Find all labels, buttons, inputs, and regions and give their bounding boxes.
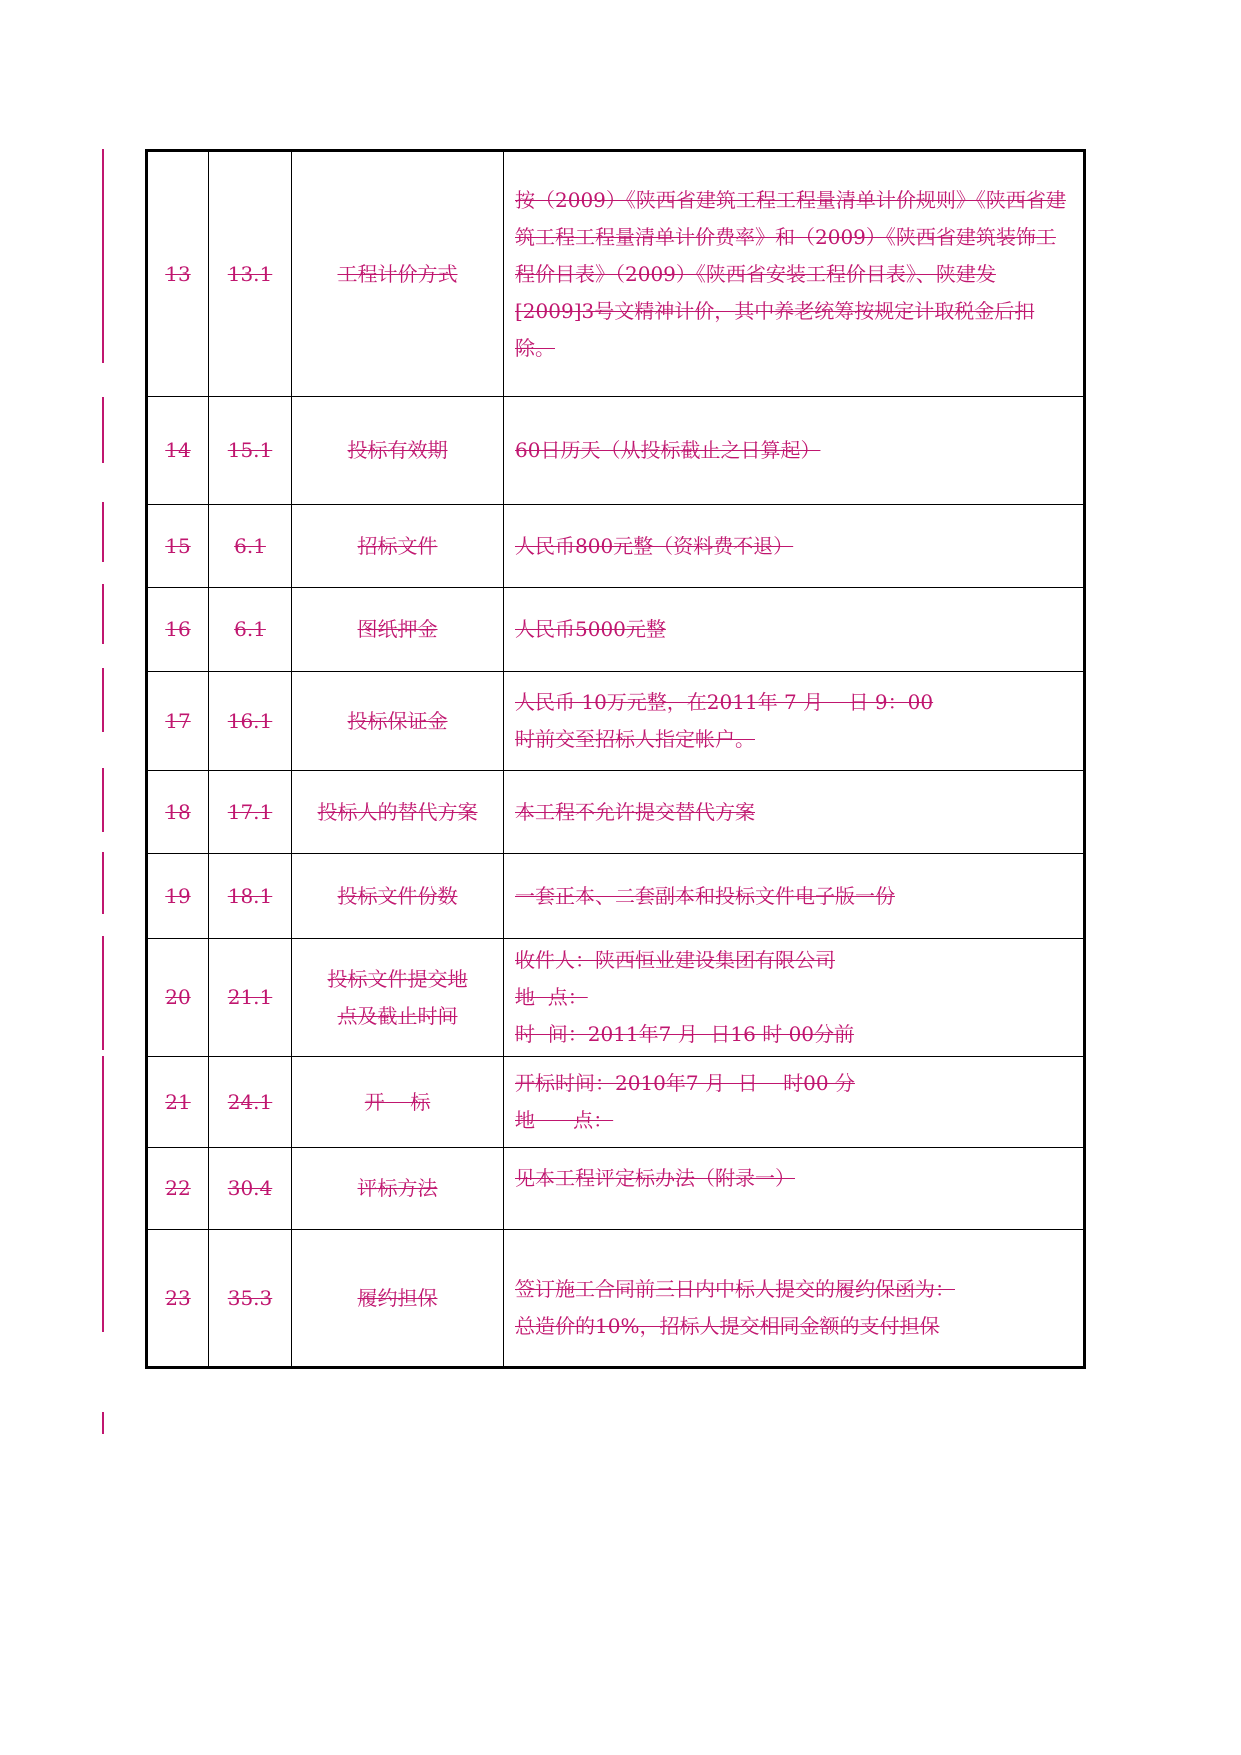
item-detail-line: 总造价的10%，招标人提交相同金额的支付担保 (515, 1314, 940, 1338)
item-name: 招标文件 (357, 533, 438, 558)
item-detail-cell (504, 1057, 1085, 1148)
table-row (147, 1230, 1085, 1368)
item-name: 工程计价方式 (337, 261, 458, 286)
table-row (147, 505, 1085, 588)
row-number-cell (147, 397, 209, 505)
item-detail-line: 时前交至招标人指定帐户。 (515, 727, 755, 751)
clause-number: 6.1 (234, 617, 266, 641)
revision-bar (102, 1146, 104, 1228)
item-name: 投标保证金 (347, 708, 448, 733)
item-name-cell (292, 771, 504, 854)
item-name-cell (292, 397, 504, 505)
row-number-cell (147, 1057, 209, 1148)
clause-number-cell (209, 505, 292, 588)
table-row (147, 151, 1085, 397)
clause-number: 15.1 (227, 438, 273, 462)
row-number: 20 (165, 985, 191, 1009)
revision-bar (102, 1228, 104, 1332)
row-number: 23 (165, 1285, 191, 1310)
item-detail-cell (504, 397, 1085, 505)
item-detail-cell (504, 505, 1085, 588)
clause-number-cell (209, 1057, 292, 1148)
revision-bar (102, 1056, 104, 1146)
item-detail-cell (504, 1230, 1085, 1368)
row-number: 13 (165, 261, 191, 286)
table-row (147, 588, 1085, 672)
clause-number-cell (209, 854, 292, 939)
clause-number: 30.4 (227, 1176, 273, 1200)
row-number: 16 (165, 617, 191, 641)
item-name: 投标人的替代方案 (317, 799, 478, 824)
revision-bar (102, 149, 104, 363)
item-detail-line: 时 间：2011年7 月 日16 时 00分前 (515, 1022, 855, 1046)
clause-number-cell (209, 151, 292, 397)
item-detail-line: 地 点： (515, 1108, 614, 1132)
item-detail-line: 人民币 10万元整，在2011年 7 月 日 9：00 (515, 690, 934, 714)
clause-number: 21.1 (227, 985, 273, 1009)
item-detail-line: 人民币5000元整 (515, 617, 666, 641)
item-name-cell (292, 1148, 504, 1230)
row-number: 19 (165, 883, 191, 908)
row-number: 18 (165, 799, 191, 824)
table-row (147, 1057, 1085, 1148)
clause-number-cell (209, 588, 292, 672)
item-name: 投标文件份数 (337, 883, 458, 908)
row-number-cell (147, 588, 209, 672)
table-body (147, 151, 1085, 1368)
clause-number: 24.1 (227, 1089, 273, 1114)
row-number-cell (147, 1148, 209, 1230)
clause-number-cell (209, 939, 292, 1057)
revision-bar (102, 936, 104, 1050)
item-detail-cell (504, 771, 1085, 854)
revision-bar (102, 852, 104, 914)
item-detail-line: 地 点： (515, 985, 588, 1009)
row-number-cell (147, 854, 209, 939)
table-row (147, 397, 1085, 505)
item-name: 评标方法 (357, 1176, 438, 1200)
row-number-cell (147, 505, 209, 588)
item-detail-line: 签订施工合同前三日内中标人提交的履约保函为： (515, 1277, 955, 1301)
row-number: 14 (165, 438, 191, 462)
table-row (147, 854, 1085, 939)
clause-number: 16.1 (227, 708, 273, 733)
item-detail-line: 开标时间：2010年7 月 日 时00 分 (515, 1071, 855, 1095)
item-detail: 按（2009）《陕西省建筑工程工程量清单计价规则》《陕西省建筑工程工程量清单计价费率》和（2009）《陕西省建筑装饰工程价目表》（2009）《陕西省安装工程价目表》、陕建发[2009]3号文精神计价，其中养老统筹按规定计取税金后扣除。 (515, 187, 1066, 360)
item-detail-cell (504, 151, 1085, 397)
row-number-cell (147, 939, 209, 1057)
item-detail-cell (504, 588, 1085, 672)
item-name-line: 投标文件提交地 (327, 966, 468, 991)
row-number: 22 (165, 1176, 191, 1200)
item-name-cell (292, 505, 504, 588)
item-detail-line: 见本工程评定标办法（附录一） (515, 1166, 795, 1190)
row-number-cell (147, 1230, 209, 1368)
row-number-cell (147, 151, 209, 397)
item-name-cell (292, 588, 504, 672)
clause-number-cell (209, 1148, 292, 1230)
clause-number-cell (209, 1230, 292, 1368)
bid-data-table (145, 149, 1086, 1369)
item-detail-cell (504, 1148, 1085, 1230)
item-name: 投标有效期 (347, 438, 448, 462)
revision-bar (102, 668, 104, 732)
revision-bar (102, 584, 104, 644)
table-row (147, 771, 1085, 854)
item-detail-line: 一套正本、二套副本和投标文件电子版一份 (515, 883, 895, 908)
item-detail-line: 本工程不允许提交替代方案 (515, 799, 755, 824)
item-detail-line: 收件人：陕西恒业建设集团有限公司 (515, 948, 835, 972)
item-name: 图纸押金 (357, 617, 438, 641)
item-name-cell (292, 939, 504, 1057)
revision-bar (102, 768, 104, 832)
revision-bar (102, 1412, 104, 1434)
item-detail-line: 60日历天（从投标截止之日算起） (515, 438, 821, 462)
item-name-cell (292, 1057, 504, 1148)
clause-number: 6.1 (234, 533, 266, 558)
item-name-line: 点及截止时间 (337, 1003, 458, 1028)
clause-number: 35.3 (227, 1285, 273, 1310)
clause-number-cell (209, 397, 292, 505)
row-number: 15 (165, 533, 191, 558)
table-row (147, 1148, 1085, 1230)
table-row (147, 672, 1085, 771)
clause-number-cell (209, 771, 292, 854)
item-detail-cell (504, 672, 1085, 771)
revision-bar (102, 397, 104, 463)
item-name-cell (292, 672, 504, 771)
row-number-cell (147, 771, 209, 854)
clause-number-cell (209, 672, 292, 771)
item-detail-cell (504, 939, 1085, 1057)
item-name-cell (292, 151, 504, 397)
item-detail-cell (504, 854, 1085, 939)
item-name: 开 标 (364, 1089, 431, 1114)
clause-number: 17.1 (227, 799, 273, 824)
row-number-cell (147, 672, 209, 771)
item-detail-line: 人民币800元整（资料费不退） (515, 533, 794, 558)
item-name-cell (292, 854, 504, 939)
table-row (147, 939, 1085, 1057)
revision-bar (102, 502, 104, 562)
clause-number: 13.1 (227, 261, 273, 286)
item-name: 履约担保 (357, 1285, 438, 1310)
row-number: 17 (165, 708, 191, 733)
clause-number: 18.1 (227, 883, 273, 908)
item-name-cell (292, 1230, 504, 1368)
row-number: 21 (165, 1089, 191, 1114)
